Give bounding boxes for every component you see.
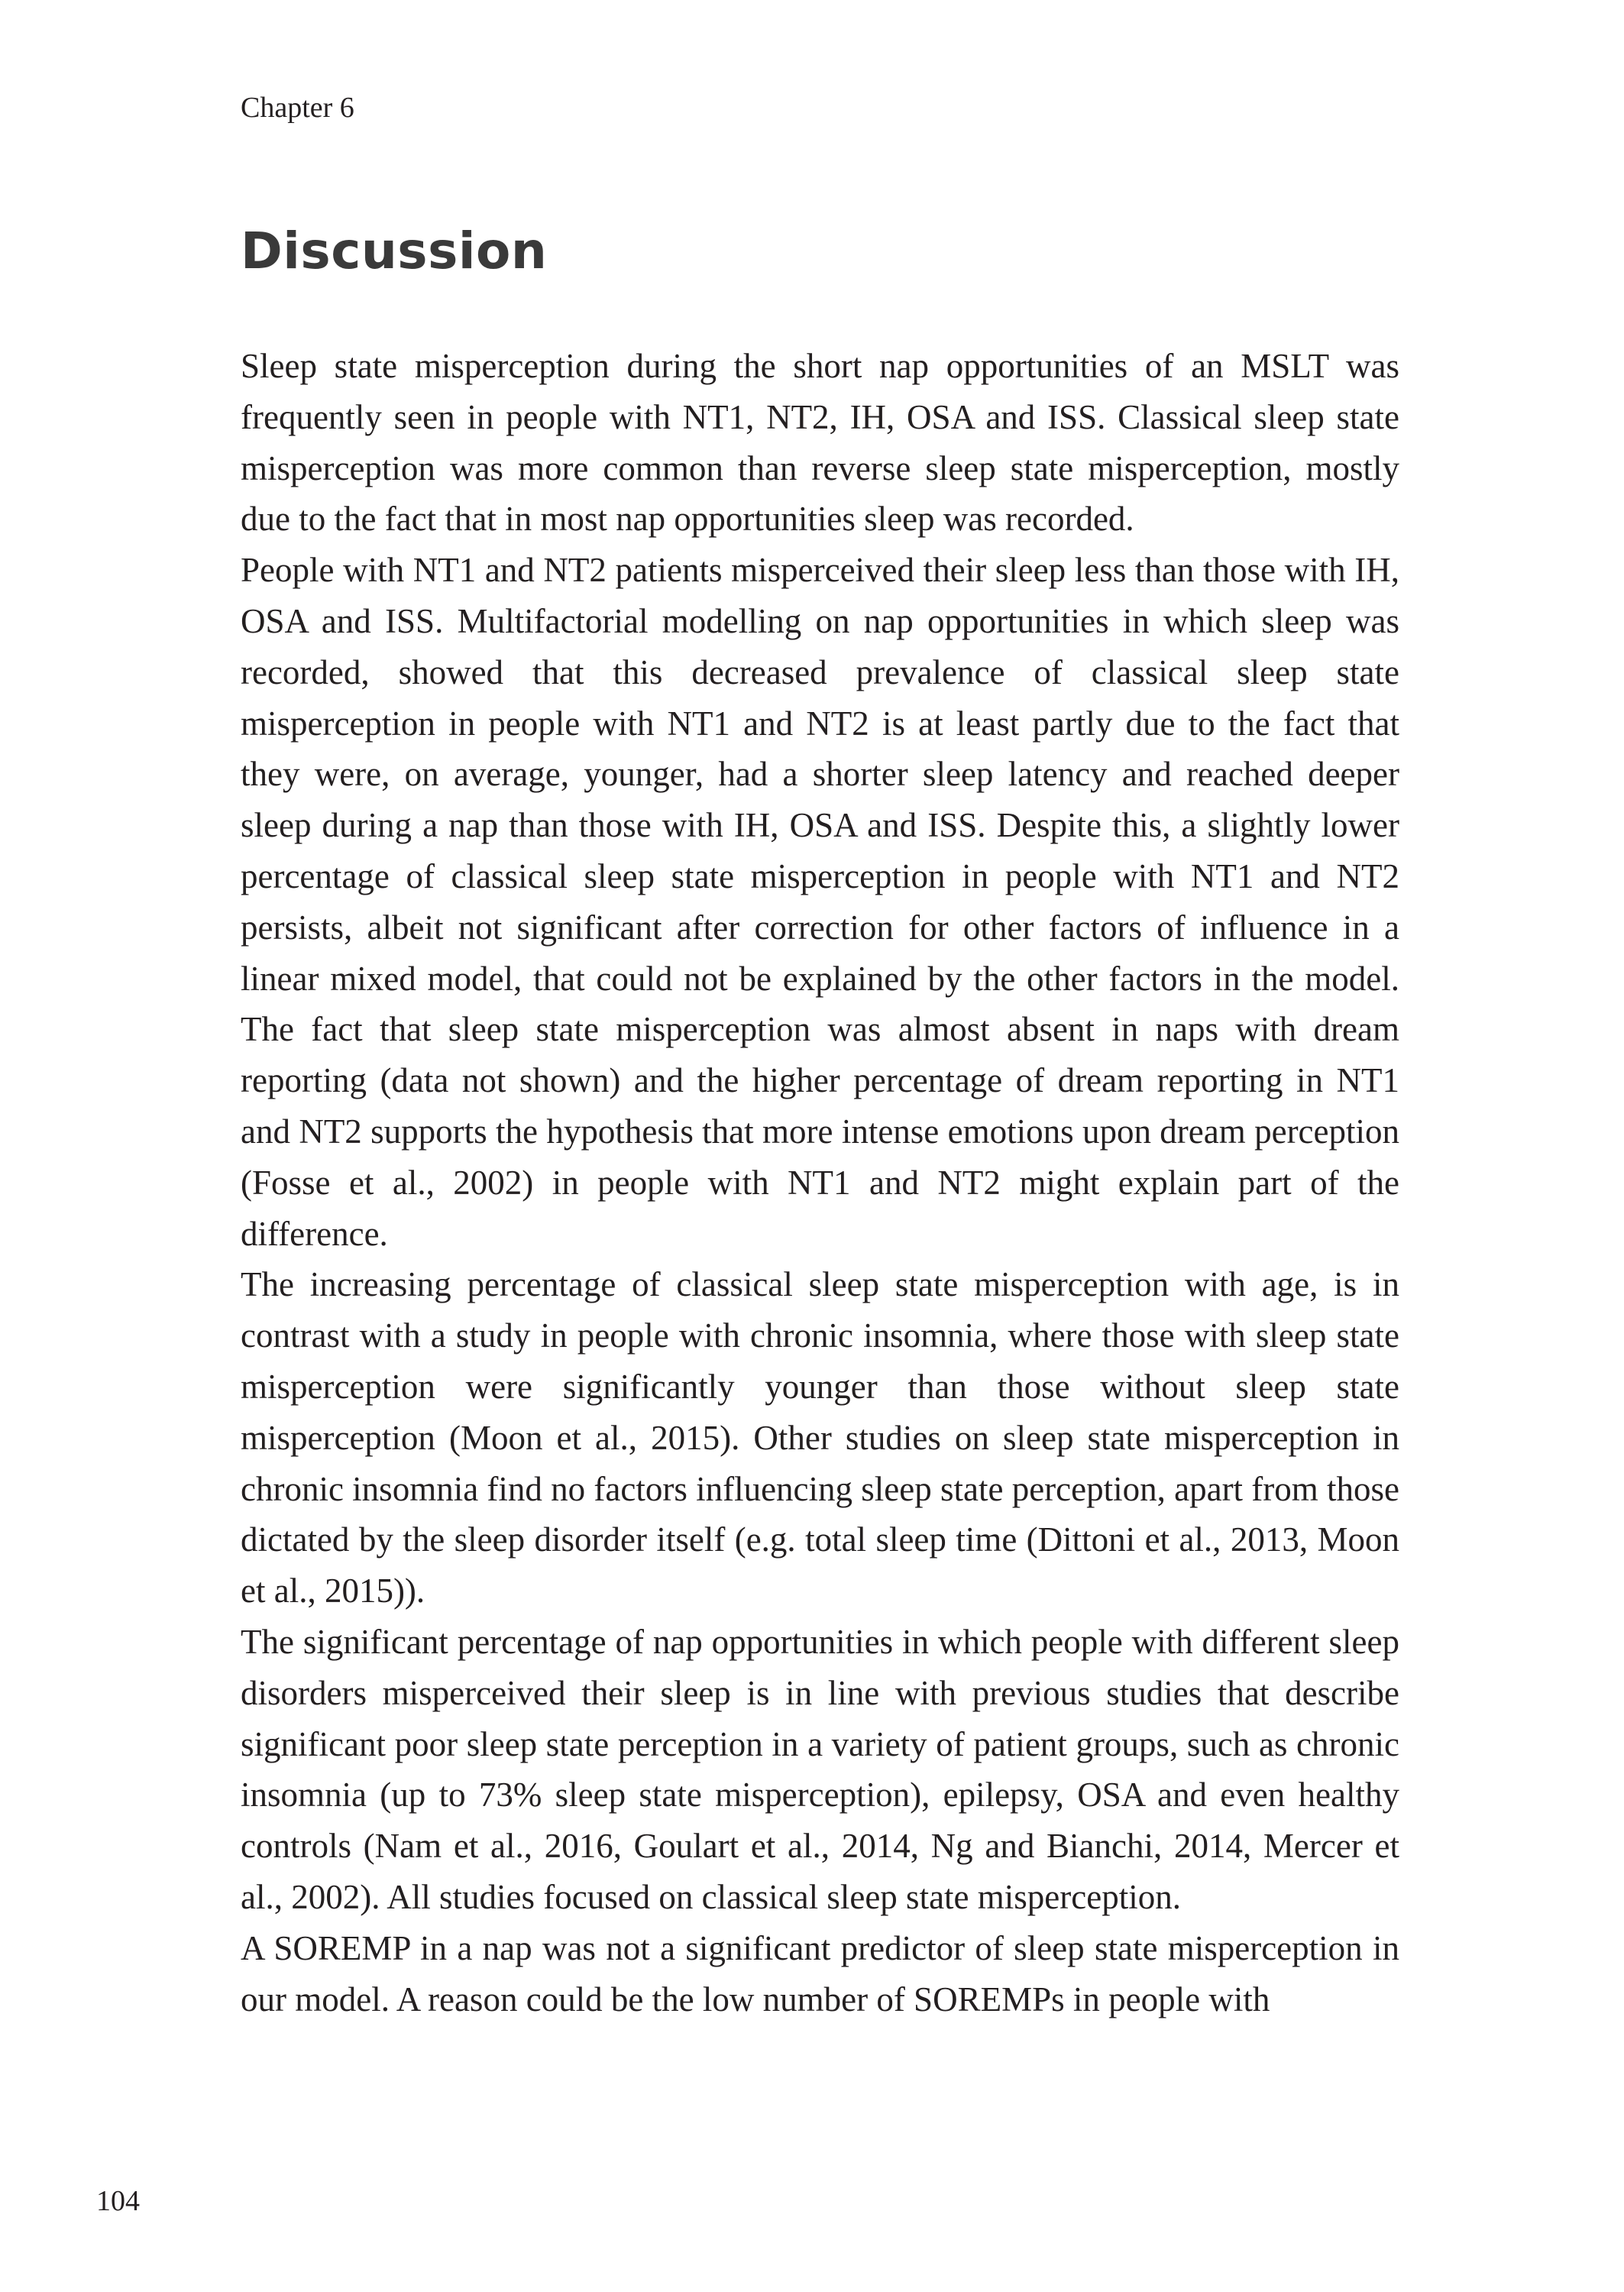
paragraph-5: A SOREMP in a nap was not a significant predictor of sleep state misperception in our model. A reason could be the low number of SOREMPs in people with [241, 1928, 1399, 2018]
page-number: 104 [96, 2185, 140, 2217]
running-header: Chapter 6 [241, 92, 354, 124]
paragraph-4: The significant percentage of nap opportunities in which people with different sleep disorders misperceived their sleep is in line with previous studies that describe significant poor sleep state perception in a variety of patient groups, such as chronic insomnia (up to 73% sleep state misperception), epilepsy, OSA and even healthy controls (Nam et al., 2016, Goulart et al., 2014, Ng and Bianchi, 2014, Mercer et al., 2002). All studies focused on classical sleep state misperception. [241, 1622, 1399, 1916]
paragraph-3: The increasing percentage of classical sleep state misperception with age, is in contrast with a study in people with chronic insomnia, where those with sleep state misperception were significantly younger than those without sleep state misperception (Moon et al., 2015). Other studies on sleep state misperception in chronic insomnia find no factors influencing sleep state perception, apart from those dictated by the sleep disorder itself (e.g. total sleep time (Dittoni et al., 2013, Moon et al., 2015)). [241, 1265, 1400, 1611]
body-text [241, 341, 1399, 2025]
paragraph-1: Sleep state misperception during the short nap opportunities of an MSLT was frequently seen in people with NT1, NT2, IH, OSA and ISS. Classical sleep state misperception was more common than reverse sleep state misperception, mostly due to the fact that in most nap opportunities sleep was recorded. [241, 347, 1399, 539]
section-title: Discussion [241, 222, 548, 280]
paragraph-2: People with NT1 and NT2 patients misperceived their sleep less than those with IH, OSA and ISS. Multifactorial modelling on nap opportunities in which sleep was recorded, showed that this decreased prevalence of classical sleep state misperception in people with NT1 and NT2 is at least partly due to the fact that they were, on average, younger, had a shorter sleep latency and reached deeper sleep during a nap than those with IH, OSA and ISS. Despite this, a slightly lower percentage of classical sleep state misperception in people with NT1 and NT2 persists, albeit not significant after correction for other factors of influence in a linear mixed model, that could not be explained by the other factors in the model. The fact that sleep state misperception was almost absent in naps with dream reporting (data not shown) and the higher percentage of dream reporting in NT1 and NT2 supports the hypothesis that more intense emotions upon dream perception (Fosse et al., 2002) in people with NT1 and NT2 might explain part of the difference. [241, 551, 1399, 1253]
